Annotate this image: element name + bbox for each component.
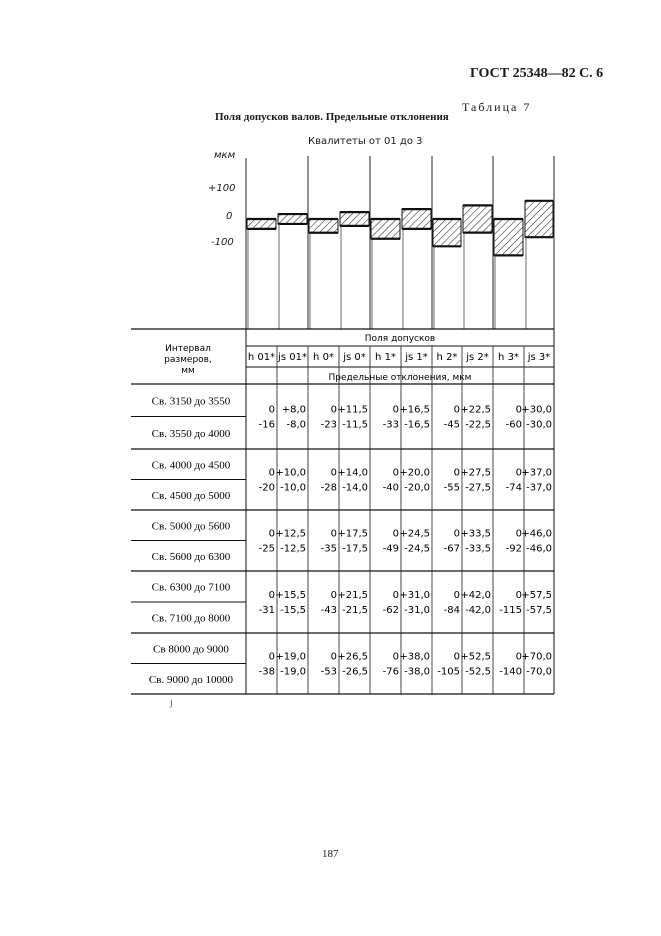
upper-deviation: +21,5 — [337, 590, 368, 601]
lower-deviation: -27,5 — [465, 482, 491, 494]
upper-deviation: +15,5 — [275, 590, 306, 601]
interval-label: Св. 3150 до 3550 — [151, 395, 231, 408]
lower-deviation: -76 — [382, 666, 399, 678]
upper-deviation: 0 — [268, 404, 275, 416]
upper-deviation: 0 — [453, 404, 460, 416]
upper-deviation: 0 — [268, 467, 275, 479]
upper-deviation: 0 — [392, 404, 399, 416]
tolerance-bar — [433, 219, 461, 246]
tolerance-bar — [525, 201, 553, 237]
lower-deviation: -21,5 — [342, 605, 368, 616]
lower-deviation: -20 — [258, 482, 275, 494]
deviation-header: Предельные отклонения, мкм — [328, 373, 472, 383]
column-header: h 1* — [375, 352, 396, 363]
interval-label: Св. 5600 до 6300 — [151, 550, 231, 563]
lower-deviation: -37,0 — [526, 482, 552, 494]
scan-mark: ȷ — [170, 697, 173, 708]
y-tick-zero: 0 — [226, 211, 233, 222]
tolerance-bar — [494, 219, 523, 255]
upper-deviation: 0 — [392, 528, 399, 540]
lower-deviation: -24,5 — [404, 543, 430, 555]
lower-deviation: -35 — [320, 543, 337, 555]
upper-deviation: +20,0 — [399, 467, 430, 479]
interval-label: Св. 3550 до 4000 — [151, 427, 231, 440]
interval-label: Св. 7100 до 8000 — [151, 612, 231, 625]
lower-deviation: -70,0 — [526, 666, 552, 678]
upper-deviation: 0 — [515, 404, 522, 416]
upper-deviation: +10,0 — [275, 467, 306, 479]
upper-deviation: 0 — [453, 590, 460, 601]
upper-deviation: 0 — [392, 467, 399, 479]
upper-deviation: +52,5 — [460, 651, 491, 663]
document-code: ГОСТ 25348—82 С. 6 — [470, 66, 604, 81]
upper-deviation: 0 — [330, 590, 337, 601]
lower-deviation: -22,5 — [465, 419, 491, 431]
tolerance-chart — [246, 156, 554, 329]
column-header: js 0* — [343, 352, 366, 363]
upper-deviation: +19,0 — [275, 651, 306, 663]
deviation-table — [131, 329, 554, 694]
column-header: js 01* — [278, 352, 307, 363]
lower-deviation: -92 — [505, 543, 522, 555]
lower-deviation: -20,0 — [404, 482, 430, 494]
upper-deviation: +57,5 — [521, 590, 552, 601]
upper-deviation: 0 — [268, 590, 275, 601]
lower-deviation: -62 — [382, 605, 399, 616]
column-header: js 3* — [527, 352, 551, 363]
unit-label: мкм — [214, 150, 236, 161]
upper-deviation: 0 — [453, 467, 460, 479]
lower-deviation: -25 — [258, 543, 275, 555]
lower-deviation: -8,0 — [286, 419, 306, 431]
y-tick-minus100: -100 — [211, 237, 234, 248]
upper-deviation: 0 — [453, 651, 460, 663]
lower-deviation: -23 — [320, 419, 337, 431]
lower-deviation: -19,0 — [280, 666, 306, 678]
upper-deviation: +16,5 — [399, 404, 430, 416]
interval-label: Св. 4000 до 4500 — [151, 459, 231, 472]
page-number: 187 — [322, 848, 339, 860]
upper-deviation: 0 — [515, 590, 522, 601]
lower-deviation: -15,5 — [280, 605, 306, 616]
lower-deviation: -38 — [258, 666, 275, 678]
upper-deviation: 0 — [268, 528, 275, 540]
upper-deviation: +38,0 — [399, 651, 430, 663]
tolerance-bar — [463, 205, 492, 232]
lower-deviation: -33,5 — [465, 543, 491, 555]
lower-deviation: -140 — [499, 666, 522, 678]
lower-deviation: -45 — [443, 419, 460, 431]
upper-deviation: +37,0 — [521, 467, 552, 479]
lower-deviation: -46,0 — [526, 543, 552, 555]
lower-deviation: -28 — [320, 482, 337, 494]
lower-deviation: -12,5 — [280, 543, 306, 555]
group-header: Поля допусков — [364, 334, 436, 344]
interval-label: Св. 6300 до 7100 — [151, 581, 231, 594]
lower-deviation: -31,0 — [404, 605, 430, 616]
upper-deviation: +30,0 — [521, 404, 552, 416]
upper-deviation: 0 — [268, 651, 275, 663]
upper-deviation: +46,0 — [521, 528, 552, 540]
lower-deviation: -105 — [437, 666, 460, 678]
lower-deviation: -42,0 — [465, 605, 491, 616]
upper-deviation: 0 — [330, 404, 337, 416]
upper-deviation: +33,5 — [460, 528, 491, 540]
tolerance-bar — [340, 212, 369, 226]
tolerance-bar — [309, 219, 338, 233]
lower-deviation: -60 — [505, 419, 522, 431]
chart-subtitle: Квалитеты от 01 до 3 — [308, 136, 423, 147]
lower-deviation: -52,5 — [465, 666, 491, 678]
upper-deviation: 0 — [453, 528, 460, 540]
lower-deviation: -115 — [499, 605, 522, 616]
upper-deviation: 0 — [515, 651, 522, 663]
upper-deviation: +26,5 — [337, 651, 368, 663]
lower-deviation: -17,5 — [342, 543, 368, 555]
lower-deviation: -33 — [382, 419, 399, 431]
tolerance-bar — [247, 219, 276, 229]
upper-deviation: 0 — [392, 590, 399, 601]
interval-header-line: размеров, — [164, 355, 212, 365]
upper-deviation: +11,5 — [337, 404, 368, 416]
upper-deviation: 0 — [330, 528, 337, 540]
lower-deviation: -30,0 — [526, 419, 552, 431]
upper-deviation: +24,5 — [399, 528, 430, 540]
lower-deviation: -67 — [443, 543, 460, 555]
upper-deviation: +8,0 — [281, 404, 306, 416]
lower-deviation: -49 — [382, 543, 399, 555]
lower-deviation: -84 — [443, 605, 460, 616]
column-header: h 0* — [313, 352, 334, 363]
lower-deviation: -14,0 — [342, 482, 368, 494]
column-header: h 2* — [436, 352, 458, 363]
tolerance-bar — [402, 209, 431, 229]
upper-deviation: 0 — [330, 467, 337, 479]
lower-deviation: -31 — [258, 605, 275, 616]
tolerance-bar — [371, 219, 400, 239]
upper-deviation: +70,0 — [521, 651, 552, 663]
upper-deviation: 0 — [330, 651, 337, 663]
upper-deviation: +17,5 — [337, 528, 368, 540]
upper-deviation: 0 — [515, 467, 522, 479]
lower-deviation: -40 — [382, 482, 399, 494]
tolerance-bar — [278, 214, 307, 224]
interval-label: Св. 5000 до 5600 — [151, 520, 231, 533]
lower-deviation: -57,5 — [526, 605, 552, 616]
lower-deviation: -16,5 — [404, 419, 430, 431]
column-header: h 3* — [498, 352, 519, 363]
lower-deviation: -16 — [258, 419, 275, 431]
upper-deviation: +27,5 — [460, 467, 491, 479]
lower-deviation: -26,5 — [342, 666, 368, 678]
lower-deviation: -10,0 — [280, 482, 306, 494]
interval-label: Св. 4500 до 5000 — [151, 489, 231, 502]
column-header: h 01* — [247, 352, 276, 363]
upper-deviation: 0 — [392, 651, 399, 663]
table-number: Таблица 7 — [462, 100, 532, 114]
lower-deviation: -74 — [505, 482, 522, 494]
upper-deviation: +12,5 — [275, 528, 306, 540]
lower-deviation: -53 — [320, 666, 337, 678]
upper-deviation: +42,0 — [460, 590, 491, 601]
upper-deviation: +14,0 — [337, 467, 368, 479]
interval-header-line: мм — [181, 366, 195, 376]
column-header: js 2* — [466, 352, 489, 363]
upper-deviation: +31,0 — [399, 590, 430, 601]
lower-deviation: -55 — [443, 482, 460, 494]
interval-label: Св 8000 до 9000 — [153, 643, 229, 656]
upper-deviation: 0 — [515, 528, 522, 540]
lower-deviation: -38,0 — [404, 666, 430, 678]
upper-deviation: +22,5 — [460, 404, 491, 416]
y-tick-plus100: +100 — [208, 183, 236, 194]
table-title: Поля допусков валов. Предельные отклонения — [215, 111, 449, 123]
lower-deviation: -43 — [320, 605, 337, 616]
interval-header-line: Интервал — [165, 344, 211, 354]
lower-deviation: -11,5 — [342, 419, 368, 431]
column-header: js 1* — [405, 352, 428, 363]
interval-label: Св. 9000 до 10000 — [148, 673, 234, 686]
